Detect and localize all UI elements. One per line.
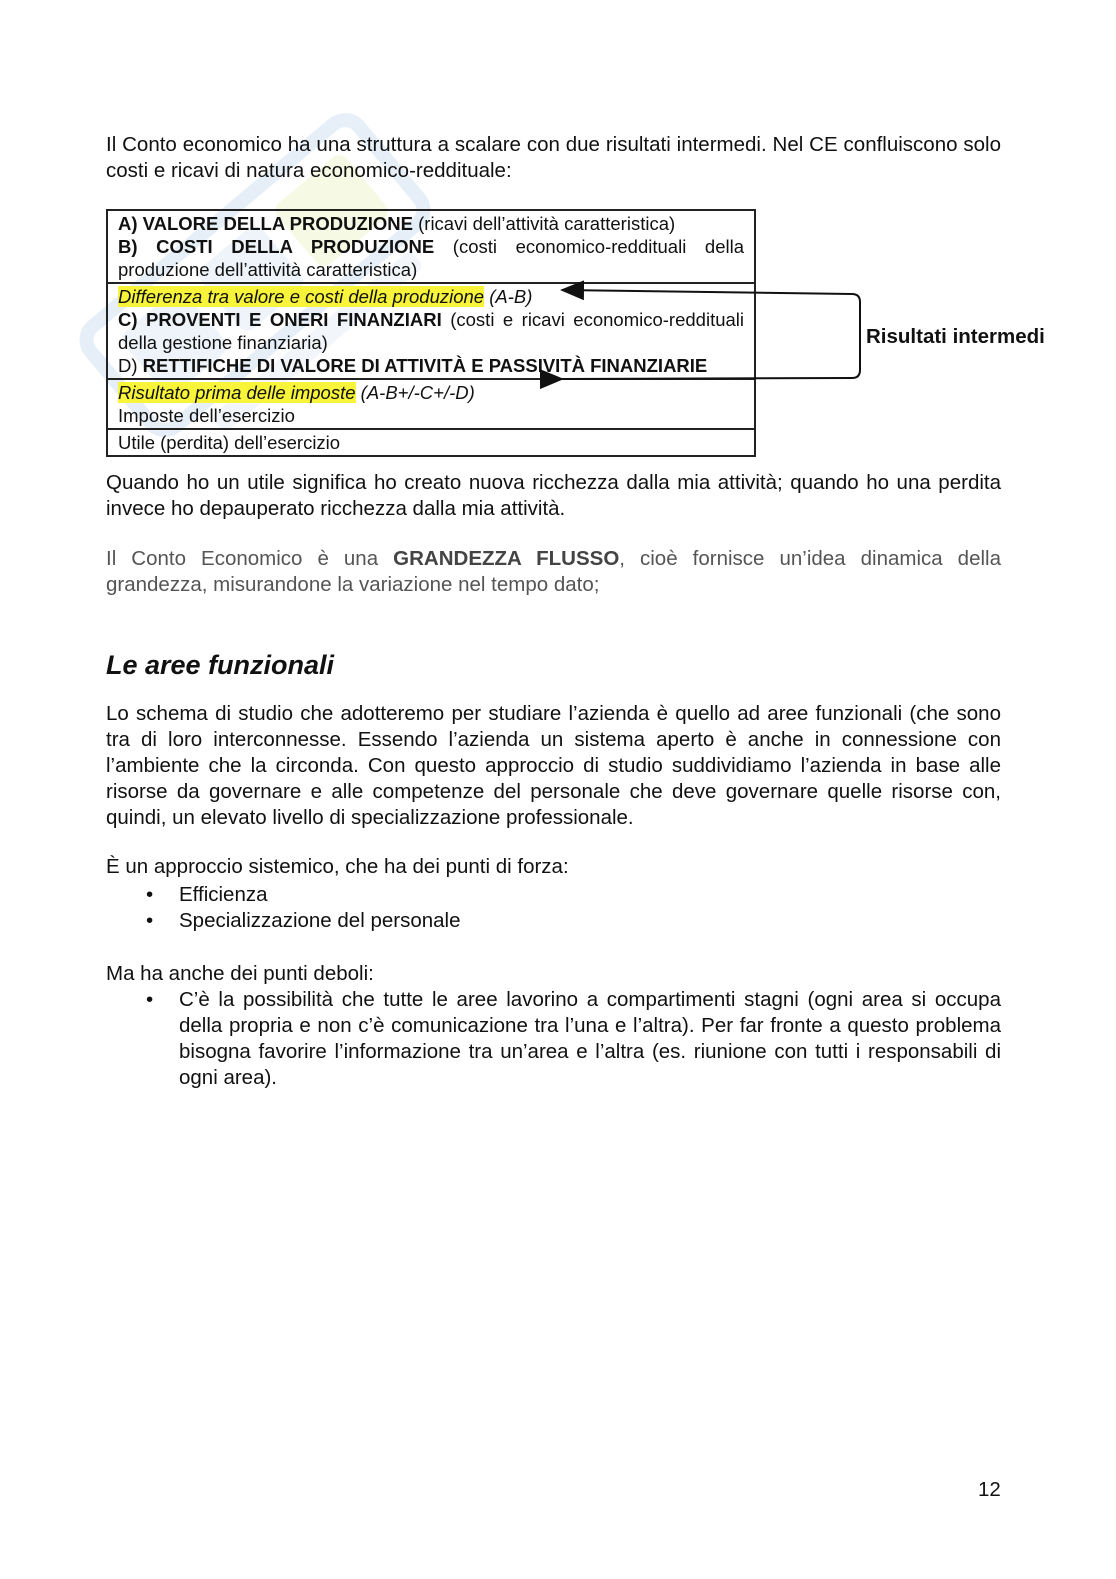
flow-text-start: Il Conto Economico è una [106,547,394,570]
difference-highlight: Differenza tra valore e costi della produzione [118,286,485,307]
page-number: 12 [978,1478,1001,1501]
list-item-text: Efficienza [179,883,268,906]
ce-row-production [108,211,754,284]
row-b-note: (costi economico-reddituali della produzione dell’attività caratteristica) [118,236,744,280]
row-d-label: RETTIFICHE DI VALORE DI ATTIVITÀ E PASSIVITÀ FINANZIARIE [142,355,708,376]
row-b-label: B) COSTI DELLA PRODUZIONE [118,236,435,257]
intermediate-results-label: Risultati intermedi [866,325,1045,348]
flow-text-end: , cioè fornisce un’idea dinamica della grandezza, misurandone la variazione nel tempo dato; [106,547,1001,596]
profit-paragraph: Quando ho un utile significa ho creato nuova ricchezza dalla mia attività; quando ho una perdita invece ho depauperato ricchezza dalla mia attività. [106,471,1001,520]
row-c-label: C) PROVENTI E ONERI FINANZIARI [118,309,442,330]
result-formula: (A-B+/-C+/-D) [355,382,475,403]
taxes-label: Imposte dell’esercizio [118,405,295,426]
difference-formula: (A-B) [484,286,533,307]
flow-paragraph [106,546,1001,598]
strengths-list [106,882,1001,934]
row-c-note: (costi e ricavi economico-reddituali della gestione finanziaria) [118,309,745,353]
flow-text-bold: GRANDEZZA FLUSSO [393,547,620,570]
list-item-text: C’è la possibilità che tutte le aree lavorino a compartimenti stagni (ogni area si occupa della propria e non c’è comunicazione tra l’una e l’altra). Per far fronte a questo problema bisogna favorire l’informazione tra un’area e l’altra (es. riunione con tutti i responsabili di ogni area). [179,988,1001,1089]
row-a-label: A) VALORE DELLA PRODUZIONE [118,213,413,234]
list-item [106,987,1001,1091]
section-heading: Le aree funzionali [106,650,335,680]
profit-label: Utile (perdita) dell’esercizio [118,432,341,453]
list-item [106,882,1001,908]
result-highlight: Risultato prima delle imposte [118,382,356,403]
bullet-icon: • [146,909,154,932]
intermediate-results-arrows [540,280,880,390]
intro-paragraph: Il Conto economico ha una struttura a scalare con due risultati intermedi. Nel CE confluiscono solo costi e ricavi di natura economico-reddituale: [106,133,1001,182]
list-item [106,908,1001,934]
bullet-icon: • [146,988,154,1011]
ce-row-profit [108,430,754,455]
strengths-intro: È un approccio sistemico, che ha dei punti di forza: [106,855,569,878]
weaknesses-intro: Ma ha anche dei punti deboli: [106,962,374,985]
list-item-text: Specializzazione del personale [179,909,461,932]
schema-paragraph: Lo schema di studio che adotteremo per studiare l’azienda è quello ad aree funzionali (che sono tra di loro interconnesse. Essendo l’azienda un sistema aperto è anche in connessione con l’ambiente che la circonda. Con questo approccio di studio suddividiamo l’azienda in base alle risorse da governare e alle competenze del personale che deve governare quelle risorse con, quindi, un elevato livello di specializzazione professionale. [106,702,1001,829]
row-d-prefix: D) [118,355,143,376]
bullet-icon: • [146,883,154,906]
weaknesses-list [106,987,1001,1091]
row-a-note: (ricavi dell’attività caratteristica) [412,213,676,234]
